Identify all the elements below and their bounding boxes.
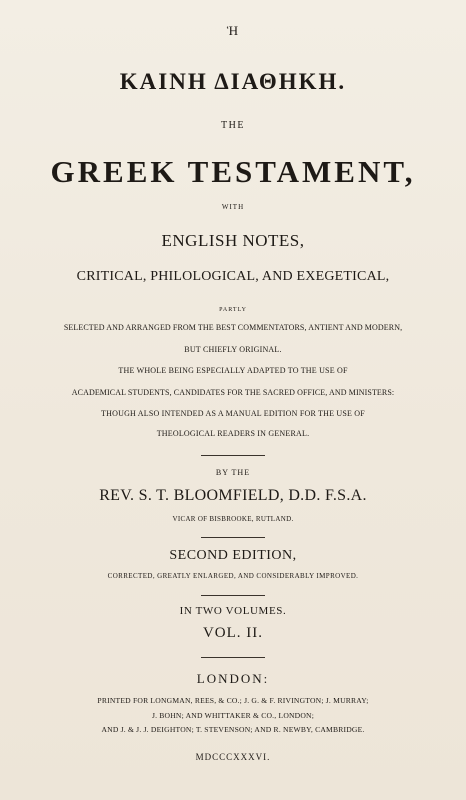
description-line: THEOLOGICAL READERS IN GENERAL. xyxy=(156,429,310,438)
description-line: THE WHOLE BEING ESPECIALLY ADAPTED TO THE USE OF xyxy=(118,366,348,375)
description-line: ACADEMICAL STUDENTS, CANDIDATES FOR THE SACRED OFFICE, AND MINISTERS: xyxy=(71,388,395,397)
volume-number: VOL. II. xyxy=(202,625,264,641)
imprint-line: AND J. & J. J. DEIGHTON; T. STEVENSON; AND R. NEWBY, CAMBRIDGE. xyxy=(101,725,365,734)
author-name: REV. S. T. BLOOMFIELD, D.D. F.S.A. xyxy=(99,487,367,504)
imprint-line: J. BOHN; AND WHITTAKER & CO., LONDON; xyxy=(151,711,315,720)
the-label: THE xyxy=(221,120,245,131)
divider-rule xyxy=(201,455,265,456)
by-the-label: BY THE xyxy=(215,468,251,477)
divider-rule xyxy=(201,657,265,658)
divider-rule xyxy=(201,537,265,538)
english-notes: ENGLISH NOTES, xyxy=(161,231,305,250)
edition-title: SECOND EDITION, xyxy=(169,548,297,563)
description-line: BUT CHIEFLY ORIGINAL. xyxy=(184,345,282,354)
imprint-line: PRINTED FOR LONGMAN, REES, & CO.; J. G. & F. RIVINGTON; J. MURRAY; xyxy=(97,696,369,705)
author-position: VICAR OF BISBROOKE, RUTLAND. xyxy=(172,515,294,523)
description-line: SELECTED AND ARRANGED FROM THE BEST COMMENTATORS, ANTIENT AND MODERN, xyxy=(63,323,403,332)
greek-article: Ἡ xyxy=(226,23,240,38)
edition-note: CORRECTED, GREATLY ENLARGED, AND CONSIDERABLY IMPROVED. xyxy=(107,572,359,580)
volumes-label: IN TWO VOLUMES. xyxy=(179,605,287,617)
partly-label: PARTLY xyxy=(219,307,247,313)
greek-title: ΚΑΙΝΗ ΔΙΑΘΗΚΗ. xyxy=(119,69,347,94)
divider-rule xyxy=(201,595,265,596)
place-of-publication: LONDON: xyxy=(196,671,270,686)
description-line: THOUGH ALSO INTENDED AS A MANUAL EDITION FOR THE USE OF xyxy=(101,409,365,418)
main-title: GREEK TESTAMENT, xyxy=(50,154,416,189)
with-label: WITH xyxy=(221,203,245,211)
publication-year: MDCCCXXXVI. xyxy=(195,752,271,762)
critical-subtitle: CRITICAL, PHILOLOGICAL, AND EXEGETICAL, xyxy=(76,269,390,284)
